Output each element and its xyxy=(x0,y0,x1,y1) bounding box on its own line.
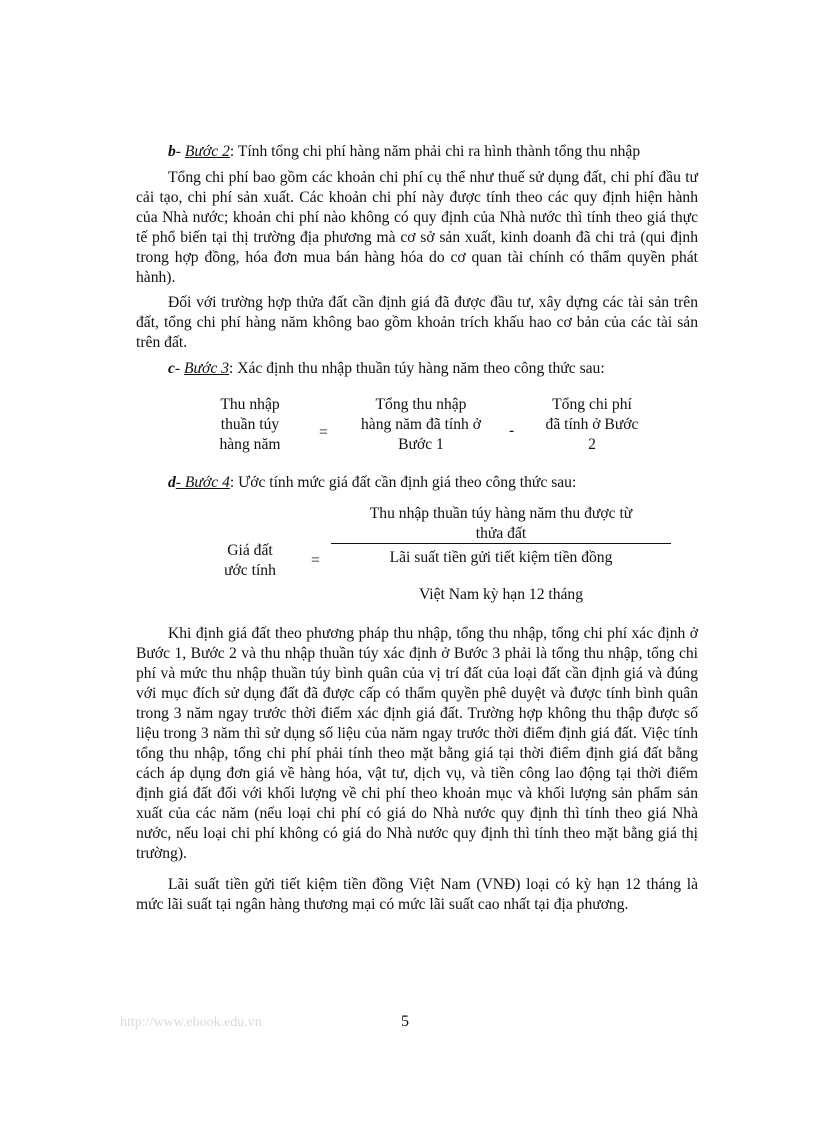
formula2-numerator-line: thửa đất xyxy=(475,525,527,542)
formula2-denominator-bottom: Việt Nam kỳ hạn 12 tháng xyxy=(418,586,584,603)
step2-separator: - xyxy=(175,143,185,160)
formula1-lhs-line: hàng năm xyxy=(219,436,281,453)
step2-letter: b xyxy=(168,143,176,160)
formula2-lhs xyxy=(205,541,295,581)
step3-letter: c xyxy=(168,360,175,377)
step3-text: : Xác định thu nhập thuần túy hàng năm theo công thức sau: xyxy=(229,360,605,377)
formula1-equals: = xyxy=(319,424,328,441)
paragraph-method: Khi định giá đất theo phương pháp thu nhập, tổng thu nhập, tổng chi phí xác định ở Bước 1, Bước 2 và thu nhập thuần túy xác định ở Bước 3 phải là tổng thu nhập, tổng chi phí và mức thu nhập thuần túy bình quân của vị trí đất của loại đất cần định giá và đúng với mục đích sử dụng đất đã được cấp có thẩm quyền phê duyệt và được tính bình quân trong 3 năm ngay trước thời điểm xác định giá đất. Trường hợp không thu thập được số liệu trong 3 năm thì sử dụng số liệu của năm ngay trước thời điểm định giá đất. Việc tính tổng thu nhập, tổng chi phí phải tính theo mặt bằng giá tại thời điểm định giá đất bằng cách áp dụng đơn giá về hàng hóa, vật tư, dịch vụ, và tiền công lao động tại thời điểm định giá đất đối với khối lượng về chi phí theo khoản mục và khối lượng sản phẩm sản xuất của các năm (nếu loại chi phí có giá do Nhà nước quy định thì tính theo giá Nhà nước, nếu loại chi phí không có giá do Nhà nước quy định thì tính theo mặt bằng giá thị trường). xyxy=(136,625,698,862)
step2-text: : Tính tổng chi phí hàng năm phải chi ra hình thành tổng thu nhập xyxy=(229,143,641,160)
formula1-lhs-line: Thu nhập xyxy=(220,396,280,413)
formula1-term-line: Tổng chi phí xyxy=(552,396,632,413)
formula2-numerator xyxy=(331,504,671,544)
formula1-term-cost xyxy=(528,395,656,455)
formula2-lhs-line: ước tính xyxy=(224,562,276,579)
formula1-term-line: hàng năm đã tính ở xyxy=(361,416,481,433)
footer-website[interactable]: http://www.ebook.edu.vn xyxy=(120,1015,262,1030)
formula1-lhs xyxy=(198,395,302,455)
paragraph-assets: Đối với trường hợp thửa đất cần định giá đã được đầu tư, xây dựng các tài sản trên đất, tổng chi phí hàng năm không bao gồm khoản trích khấu hao cơ bản của các tài sản trên đất. xyxy=(136,294,698,351)
step4-letter: d xyxy=(168,474,176,491)
step2-name: Bước 2 xyxy=(184,143,230,160)
formula2-numerator-line: Thu nhập thuần túy hàng năm thu được từ xyxy=(369,505,633,522)
paragraph-costs: Tổng chi phí bao gồm các khoản chi phí cụ thể như thuế sử dụng đất, chi phí đầu tư cải tạo, chi phí sản xuất. Các khoản chi phí này được tính theo các quy định hiện hành của Nhà nước; khoản chi phí nào không có quy định của Nhà nước thì tính theo giá thực tế phổ biến tại thị trường địa phương mà cơ sở sản xuất, kinh doanh đã chi trả (qui định trong hợp đồng, hóa đơn mua bán hàng hóa do cơ quan tài chính có thẩm quyền phát hành). xyxy=(136,169,698,286)
formula1-minus: - xyxy=(509,422,515,439)
formula1-term-line: 2 xyxy=(588,436,596,453)
page-number: 5 xyxy=(401,1013,409,1030)
formula1-term-line: Bước 1 xyxy=(398,436,444,453)
step3-name: Bước 3 xyxy=(184,360,229,377)
step4-separator: - xyxy=(175,474,185,491)
formula1-lhs-line: thuần túy xyxy=(220,416,280,433)
step4-text: : Ước tính mức giá đất cần định giá theo công thức sau: xyxy=(229,474,577,491)
formula1-term-income xyxy=(340,395,502,455)
formula2-equals: = xyxy=(311,552,320,569)
step3-separator: - xyxy=(174,360,185,377)
formula2-lhs-line: Giá đất xyxy=(227,542,273,559)
step3-heading xyxy=(168,359,605,379)
paragraph-interest-rate: Lãi suất tiền gửi tiết kiệm tiền đồng Việt Nam (VNĐ) loại có kỳ hạn 12 tháng là mức lãi suất tại ngân hàng thương mại có mức lãi suất cao nhất tại địa phương. xyxy=(136,876,698,913)
formula2-denominator-top: Lãi suất tiền gửi tiết kiệm tiền đồng xyxy=(389,549,613,566)
fraction-bar xyxy=(331,543,671,544)
step4-heading xyxy=(168,473,576,493)
step4-name: Bước 4 xyxy=(184,474,230,491)
step2-heading xyxy=(168,142,640,162)
formula1-term-line: đã tính ở Bước xyxy=(545,416,639,433)
formula1-term-line: Tổng thu nhập xyxy=(375,396,467,413)
